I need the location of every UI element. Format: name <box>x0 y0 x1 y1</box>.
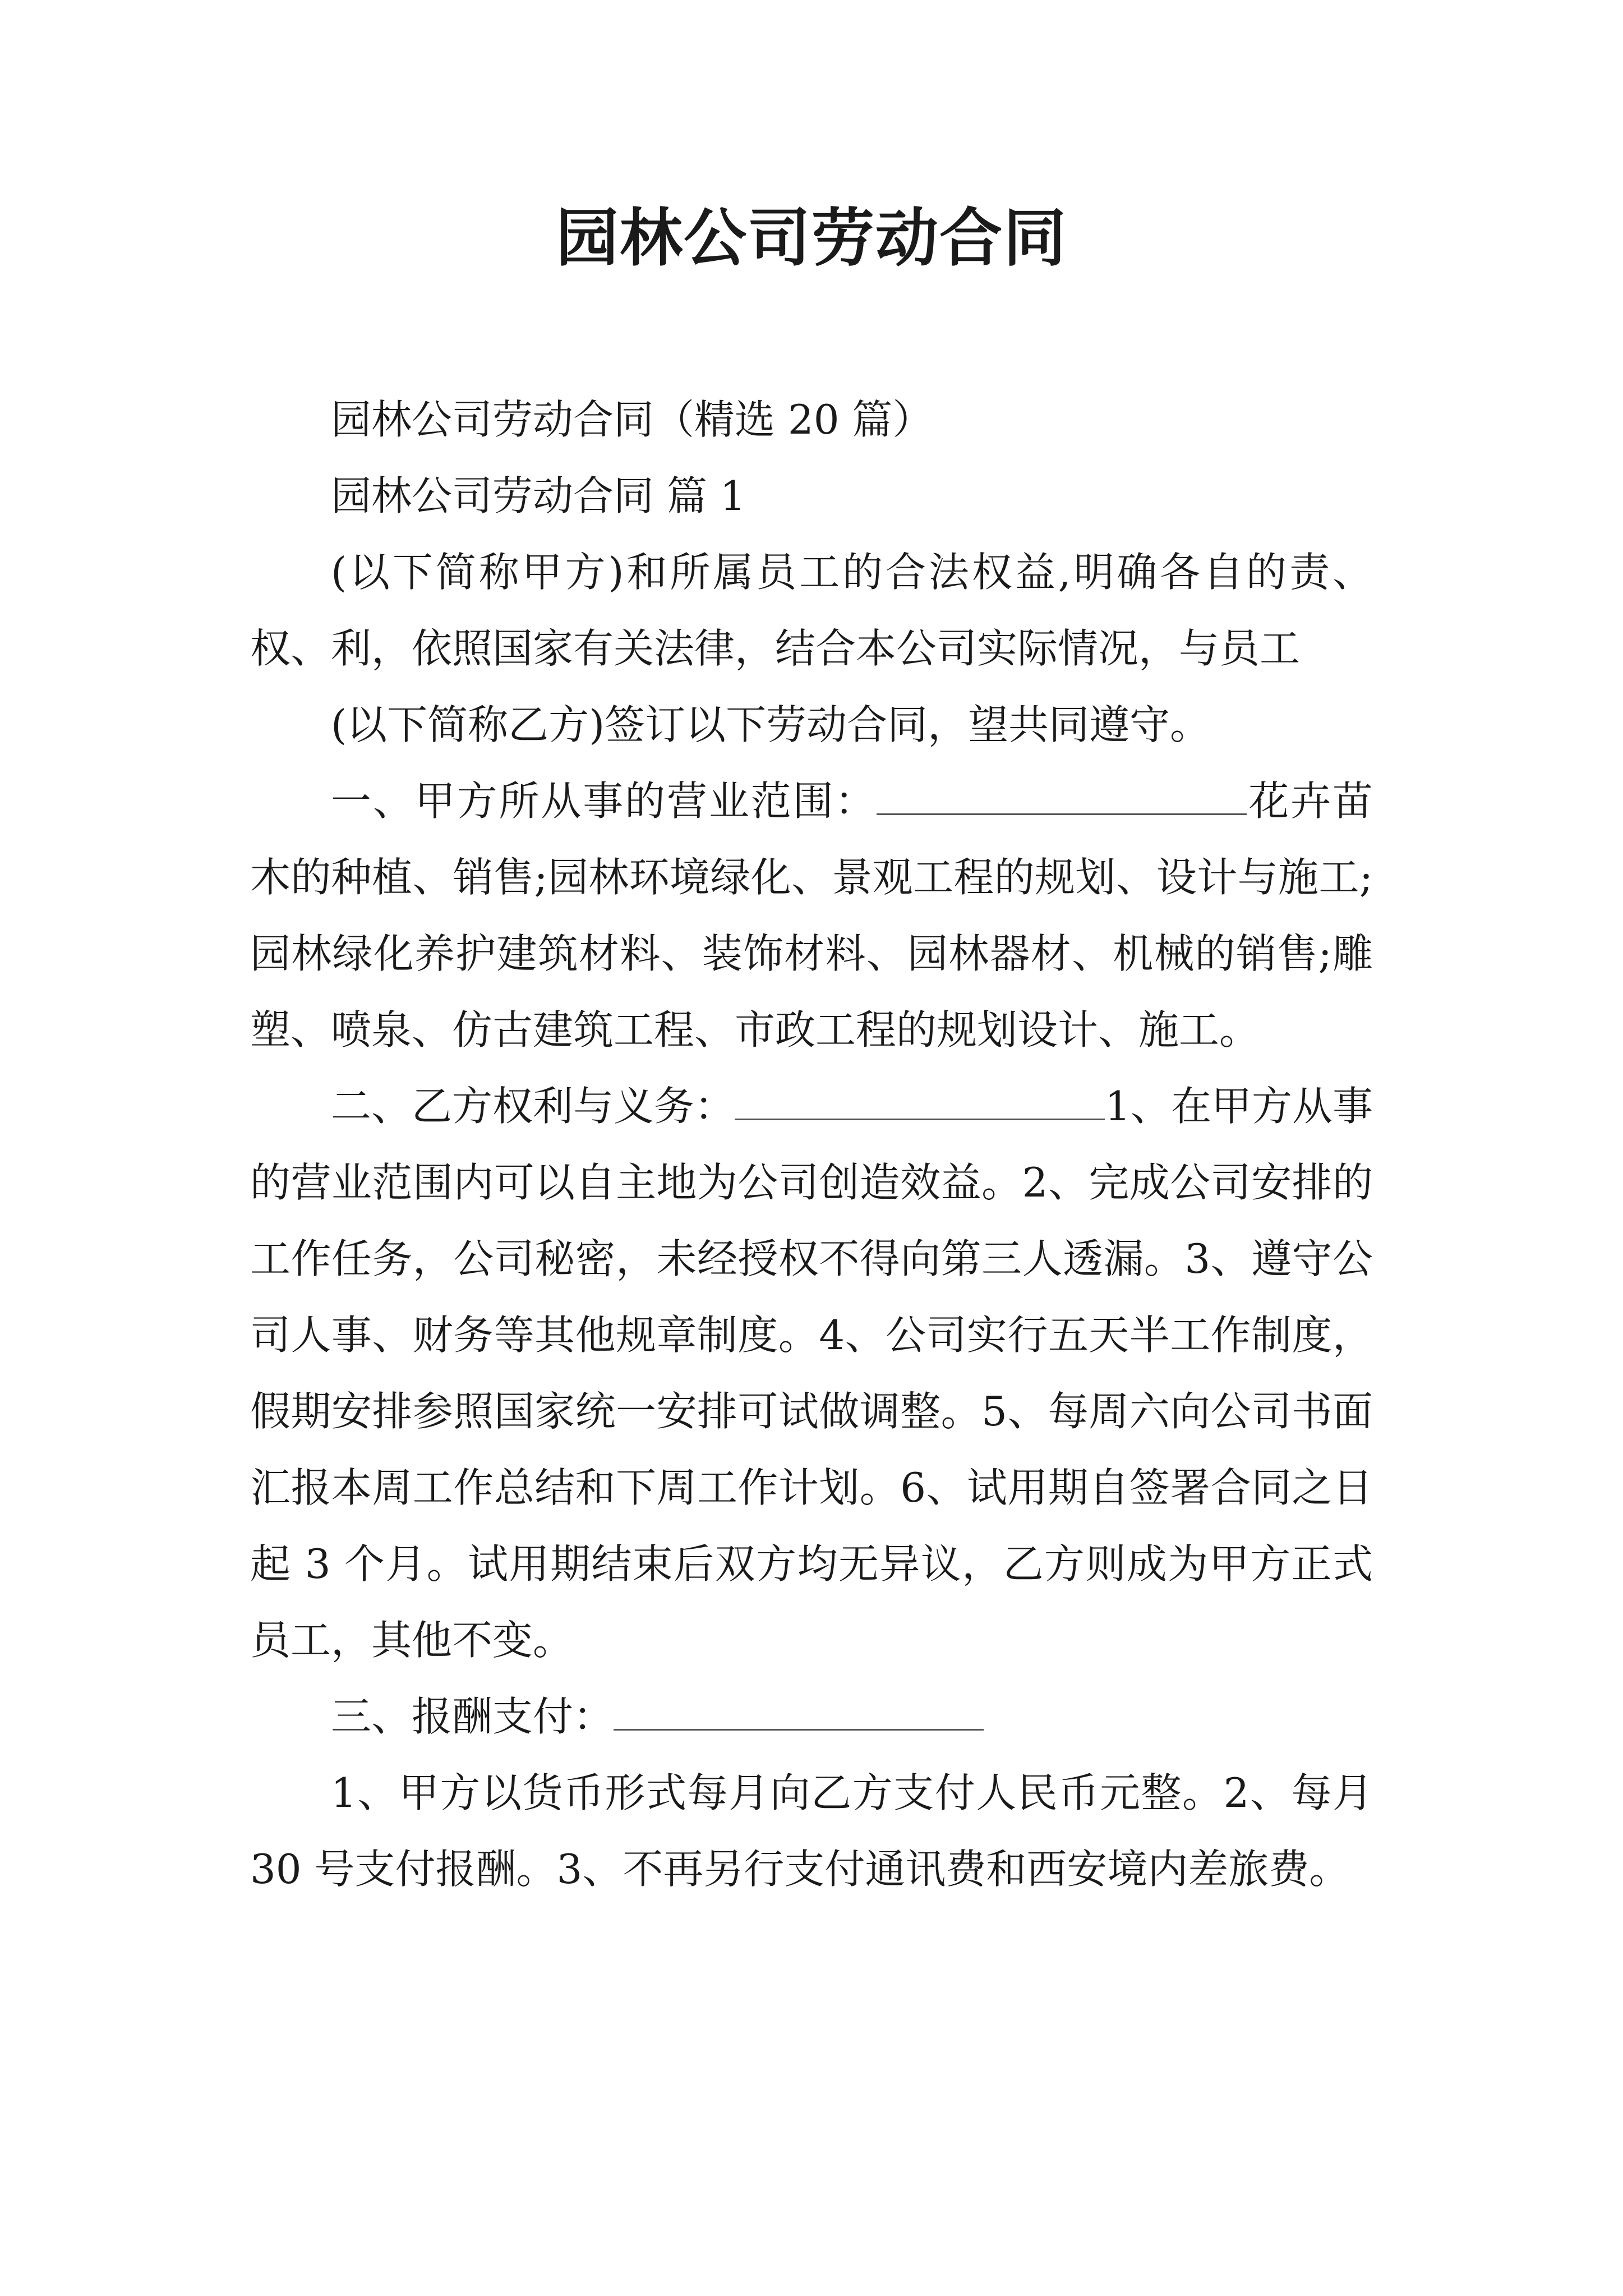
clause-2-text: 1、在甲方从事的营业范围内可以自主地为公司创造效益。2、完成公司安排的工作任务，公司秘密，未经授权不得向第三人透漏。3、遵守公司人事、财务等其他规章制度。4、公司实行五天半工作制度，假期安排参照国家统一安排可试做调整。5、每周六向公司书面汇报本周工作总结和下周工作计划。6、试用期自签署合同之日起 3 个月。试用期结束后双方均无异议，乙方则成为甲方正式员工，其他不变。 <box>250 1083 1373 1664</box>
clause-2-lead: 二、乙方权利与义务： <box>331 1083 735 1130</box>
clause-1-lead: 一、甲方所从事的营业范围： <box>331 777 877 825</box>
intro-paragraph-1: (以下简称甲方)和所属员工的合法权益,明确各自的责、权、利，依照国家有关法律，结合本公司实际情况，与员工 <box>250 549 1373 672</box>
clause-1-blank-line <box>877 780 1247 815</box>
clause-3-heading <box>250 1678 1373 1755</box>
clause-1-paragraph <box>250 763 1373 1068</box>
document-body <box>250 381 1373 1907</box>
clause-2-blank-line <box>735 1085 1105 1120</box>
intro-paragraph-2: (以下简称乙方)签订以下劳动合同，望共同遵守。 <box>331 701 1211 748</box>
clause-3-blank-line <box>614 1695 984 1731</box>
clause-3-lead: 三、报酬支付： <box>331 1693 614 1740</box>
clause-3-paragraph: 1、甲方以货币形式每月向乙方支付人民币元整。2、每月 30 号支付报酬。3、不再另行支付通讯费和西安境内差旅费。 <box>250 1769 1373 1893</box>
document-subtitle: 园林公司劳动合同（精选 20 篇） <box>331 396 933 443</box>
clause-1-text: 花卉苗木的种植、销售;园林环境绿化、景观工程的规划、设计与施工;园林绿化养护建筑材料、装饰材料、园林器材、机械的销售;雕塑、喷泉、仿古建筑工程、市政工程的规划设计、施工。 <box>250 777 1373 1053</box>
clause-2-paragraph <box>250 1068 1373 1678</box>
document-title: 园林公司劳动合同 <box>556 202 1067 275</box>
section-heading: 园林公司劳动合同 篇 1 <box>331 472 746 519</box>
